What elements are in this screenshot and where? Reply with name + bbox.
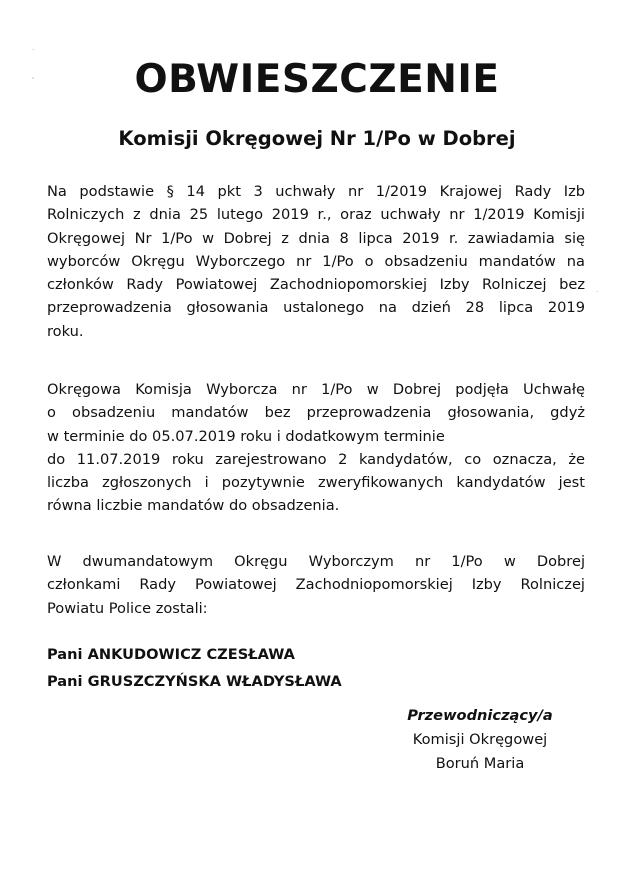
document-title: OBWIESZCZENIE	[134, 57, 500, 102]
paragraph-line: Okręgowej Nr 1/Po w Dobrej z dnia 8 lipca 2019 r. zawiadamia się	[47, 229, 585, 247]
signature-name: Boruń Maria	[435, 755, 525, 772]
paragraph-line: Okręgowa Komisja Wyborcza nr 1/Po w Dobrej podjęła Uchwałę	[47, 381, 585, 398]
signature-block	[380, 704, 580, 776]
paragraph-line: równa liczbie mandatów do obsadzenia.	[47, 497, 340, 515]
paragraph-line: wyborców Okręgu Wyborczego nr 1/Po o obsadzeniu mandatów na	[47, 252, 585, 270]
scan-speck: ·	[596, 288, 599, 296]
paragraph-line: Rolniczych z dnia 25 lutego 2019 r., oraz uchwały nr 1/2019 Komisji	[47, 206, 585, 224]
paragraph-line: Na podstawie § 14 pkt 3 uchwały nr 1/2019 Krajowej Rady Izb	[47, 183, 585, 200]
paragraph-resolution	[47, 378, 585, 518]
scan-speck: '	[32, 76, 34, 84]
paragraph-line: członkami Rady Powiatowej Zachodniopomorskiej Izby Rolniczej	[47, 576, 585, 594]
paragraph-line: członków Rady Powiatowej Zachodniopomorskiej Izby Rolniczej bez	[47, 276, 585, 294]
signature-role: Przewodniczący/a	[407, 707, 553, 724]
paragraph-line: do 11.07.2019 roku zarejestrowano 2 kandydatów, co oznacza, że	[47, 450, 585, 468]
paragraph-line: w terminie do 05.07.2019 roku i dodatkowym terminie	[47, 427, 445, 445]
member-name: Pani GRUSZCZYŃSKA WŁADYSŁAWA	[47, 673, 342, 690]
paragraph-line: Powiatu Police zostali:	[47, 599, 208, 617]
paragraph-line: liczba zgłoszonych i pozytywnie zweryfikowanych kandydatów jest	[47, 474, 585, 492]
paragraph-line: o obsadzeniu mandatów bez przeprowadzenia głosowania, gdyż	[47, 404, 585, 422]
members-list	[47, 641, 342, 695]
paragraph-line: roku.	[47, 322, 84, 340]
paragraph-line: W dwumandatowym Okręgu Wyborczym nr 1/Po w Dobrej	[47, 553, 585, 570]
member-name: Pani ANKUDOWICZ CZESŁAWA	[47, 646, 295, 663]
paragraph-line: przeprowadzenia głosowania ustalonego na dzień 28 lipca 2019	[47, 299, 585, 317]
paragraph-members-intro	[47, 550, 585, 620]
scan-speck: ·	[32, 46, 35, 54]
paragraph-legal-basis	[47, 180, 585, 343]
document-subtitle: Komisji Okręgowej Nr 1/Po w Dobrej	[118, 127, 516, 150]
signature-body: Komisji Okręgowej	[412, 731, 548, 748]
